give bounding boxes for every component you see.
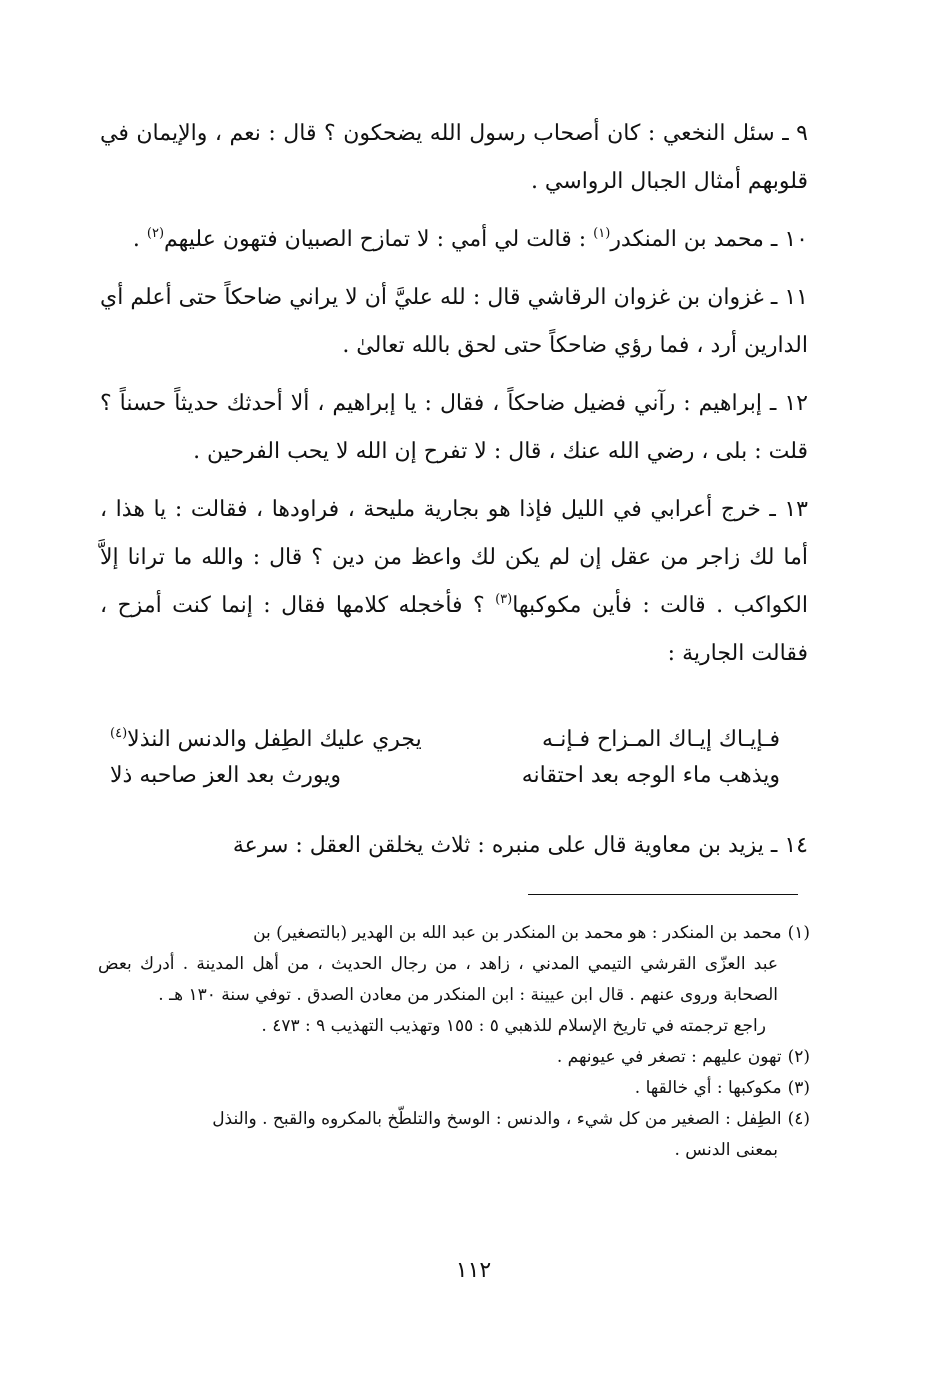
- paragraph-12-text: ١٢ ـ إبراهيم : رآني فضيل ضاحكاً ، فقال : يا إبراهيم ، ألا أحدثك حديثاً حسناً ؟ قلت : بلى ، رضي الله عنك ، قال : لا تفرح إن الله لا يحب الفرحين .: [100, 391, 808, 464]
- footnote-4-number: (٤): [787, 1109, 810, 1129]
- footnote-ref-1[interactable]: (١): [593, 226, 611, 241]
- poem-verse-2-second-hemistich: ويورث بعد العز صاحبه ذلا: [110, 763, 342, 788]
- paragraph-10: [100, 216, 808, 264]
- footnote-2: [98, 1042, 810, 1073]
- paragraph-10-text-c: .: [132, 227, 147, 252]
- paragraph-9: [100, 110, 808, 206]
- paragraph-14: [100, 822, 808, 870]
- poem-verse-1-second-hemistich: [110, 722, 422, 758]
- footnote-1-number: (١): [787, 923, 810, 943]
- poem: [110, 722, 780, 794]
- footnote-ref-4[interactable]: (٤): [110, 726, 128, 741]
- footnote-3-number: (٣): [787, 1078, 810, 1098]
- page-number: ١١٢: [455, 1258, 492, 1283]
- footnote-4-continuation: بمعنى الدنس .: [674, 1140, 778, 1160]
- footnote-4: [98, 1104, 810, 1166]
- paragraph-10-text-a: ١٠ ـ محمد بن المنكدر: [610, 227, 808, 252]
- paragraph-10-text-b: : قالت لي أمي : لا تمازح الصبيان فتهون عليهم: [164, 227, 594, 252]
- footnote-1-continuation: عبد العزّى القرشي التيمي المدني ، زاهد ، من رجال الحديث ، من أهل المدينة . أدرك بعض الصحابة وروى عنهم . قال ابن عيينة : ابن المنكدر من معادن الصدق . توفي سنة ١٣٠ هـ .: [98, 954, 778, 1005]
- paragraph-13-text-b: ؟ فأخجله كلامها فقال : إنما كنت أمزح ، فقالت الجارية :: [100, 593, 808, 666]
- paragraph-9-text: ٩ ـ سئل النخعي : كان أصحاب رسول الله يضحكون ؟ قال : نعم ، والإيمان في قلوبهم أمثال الجبال الرواسي .: [100, 121, 808, 194]
- poem-verse-2-first-hemistich: ويذهب ماء الوجه بعد احتقانه: [521, 763, 780, 788]
- footnote-separator: [528, 894, 798, 895]
- footnote-1-first-line: محمد بن المنكدر : هو محمد بن المنكدر بن عبد الله بن الهدير (بالتصغير) بن: [253, 923, 782, 943]
- footnote-3: [98, 1073, 810, 1104]
- footnote-2-number: (٢): [787, 1047, 810, 1067]
- paragraph-11-text: ١١ ـ غزوان بن غزوان الرقاشي قال : لله عليَّ أن لا يراني ضاحكاً حتى أعلم أي الدارين أرد ، فما رؤي ضاحكاً حتى لحق بالله تعالىٰ .: [100, 285, 808, 358]
- poem-verse-1: [110, 722, 780, 758]
- paragraph-14-text: ١٤ ـ يزيد بن معاوية قال على منبره : ثلاث يخلقن العقل : سرعة: [232, 833, 808, 858]
- paragraph-13: [100, 486, 808, 678]
- paragraph-12: [100, 380, 808, 476]
- main-text: [100, 110, 808, 688]
- footnote-ref-2[interactable]: (٢): [146, 226, 165, 241]
- footnote-1: [98, 918, 810, 1042]
- footnote-4-text: الطِفل : الصغير من كل شيء ، والدنس : الوسخ والتلطّخ بالمكروه والقبح . والنذل: [212, 1109, 782, 1129]
- footnotes: [98, 918, 810, 1166]
- footnote-2-text: تهون عليهم : تصغر في عيونهم .: [556, 1047, 782, 1067]
- footnote-3-text: مكوكبها : أي خالقها .: [634, 1078, 782, 1098]
- poem-verse-1-first-hemistich: فـإيـاك إيـاك المـزاح فـإنـه: [541, 727, 780, 752]
- paragraph-13-text-a: ١٣ ـ خرج أعرابي في الليل فإذا هو بجارية مليحة ، فراودها ، فقالت : يا هذا ، أما لك زاجر من عقل إن لم يكن لك واعظ من دين ؟ قال : والله ما ترانا إلاَّ الكواكب . قالت : فأين مكوكبها: [100, 497, 808, 618]
- footnote-1-reference: راجع ترجمته في تاريخ الإسلام للذهبي ٥ : ١٥٥ وتهذيب التهذيب ٩ : ٤٧٣ .: [261, 1016, 766, 1036]
- footnote-ref-3[interactable]: (٣): [495, 592, 513, 607]
- poem-verse-1-second-text: يجري عليك الطِفل والدنس النذلا: [127, 727, 422, 752]
- paragraph-11: [100, 274, 808, 370]
- poem-verse-2: [110, 758, 780, 794]
